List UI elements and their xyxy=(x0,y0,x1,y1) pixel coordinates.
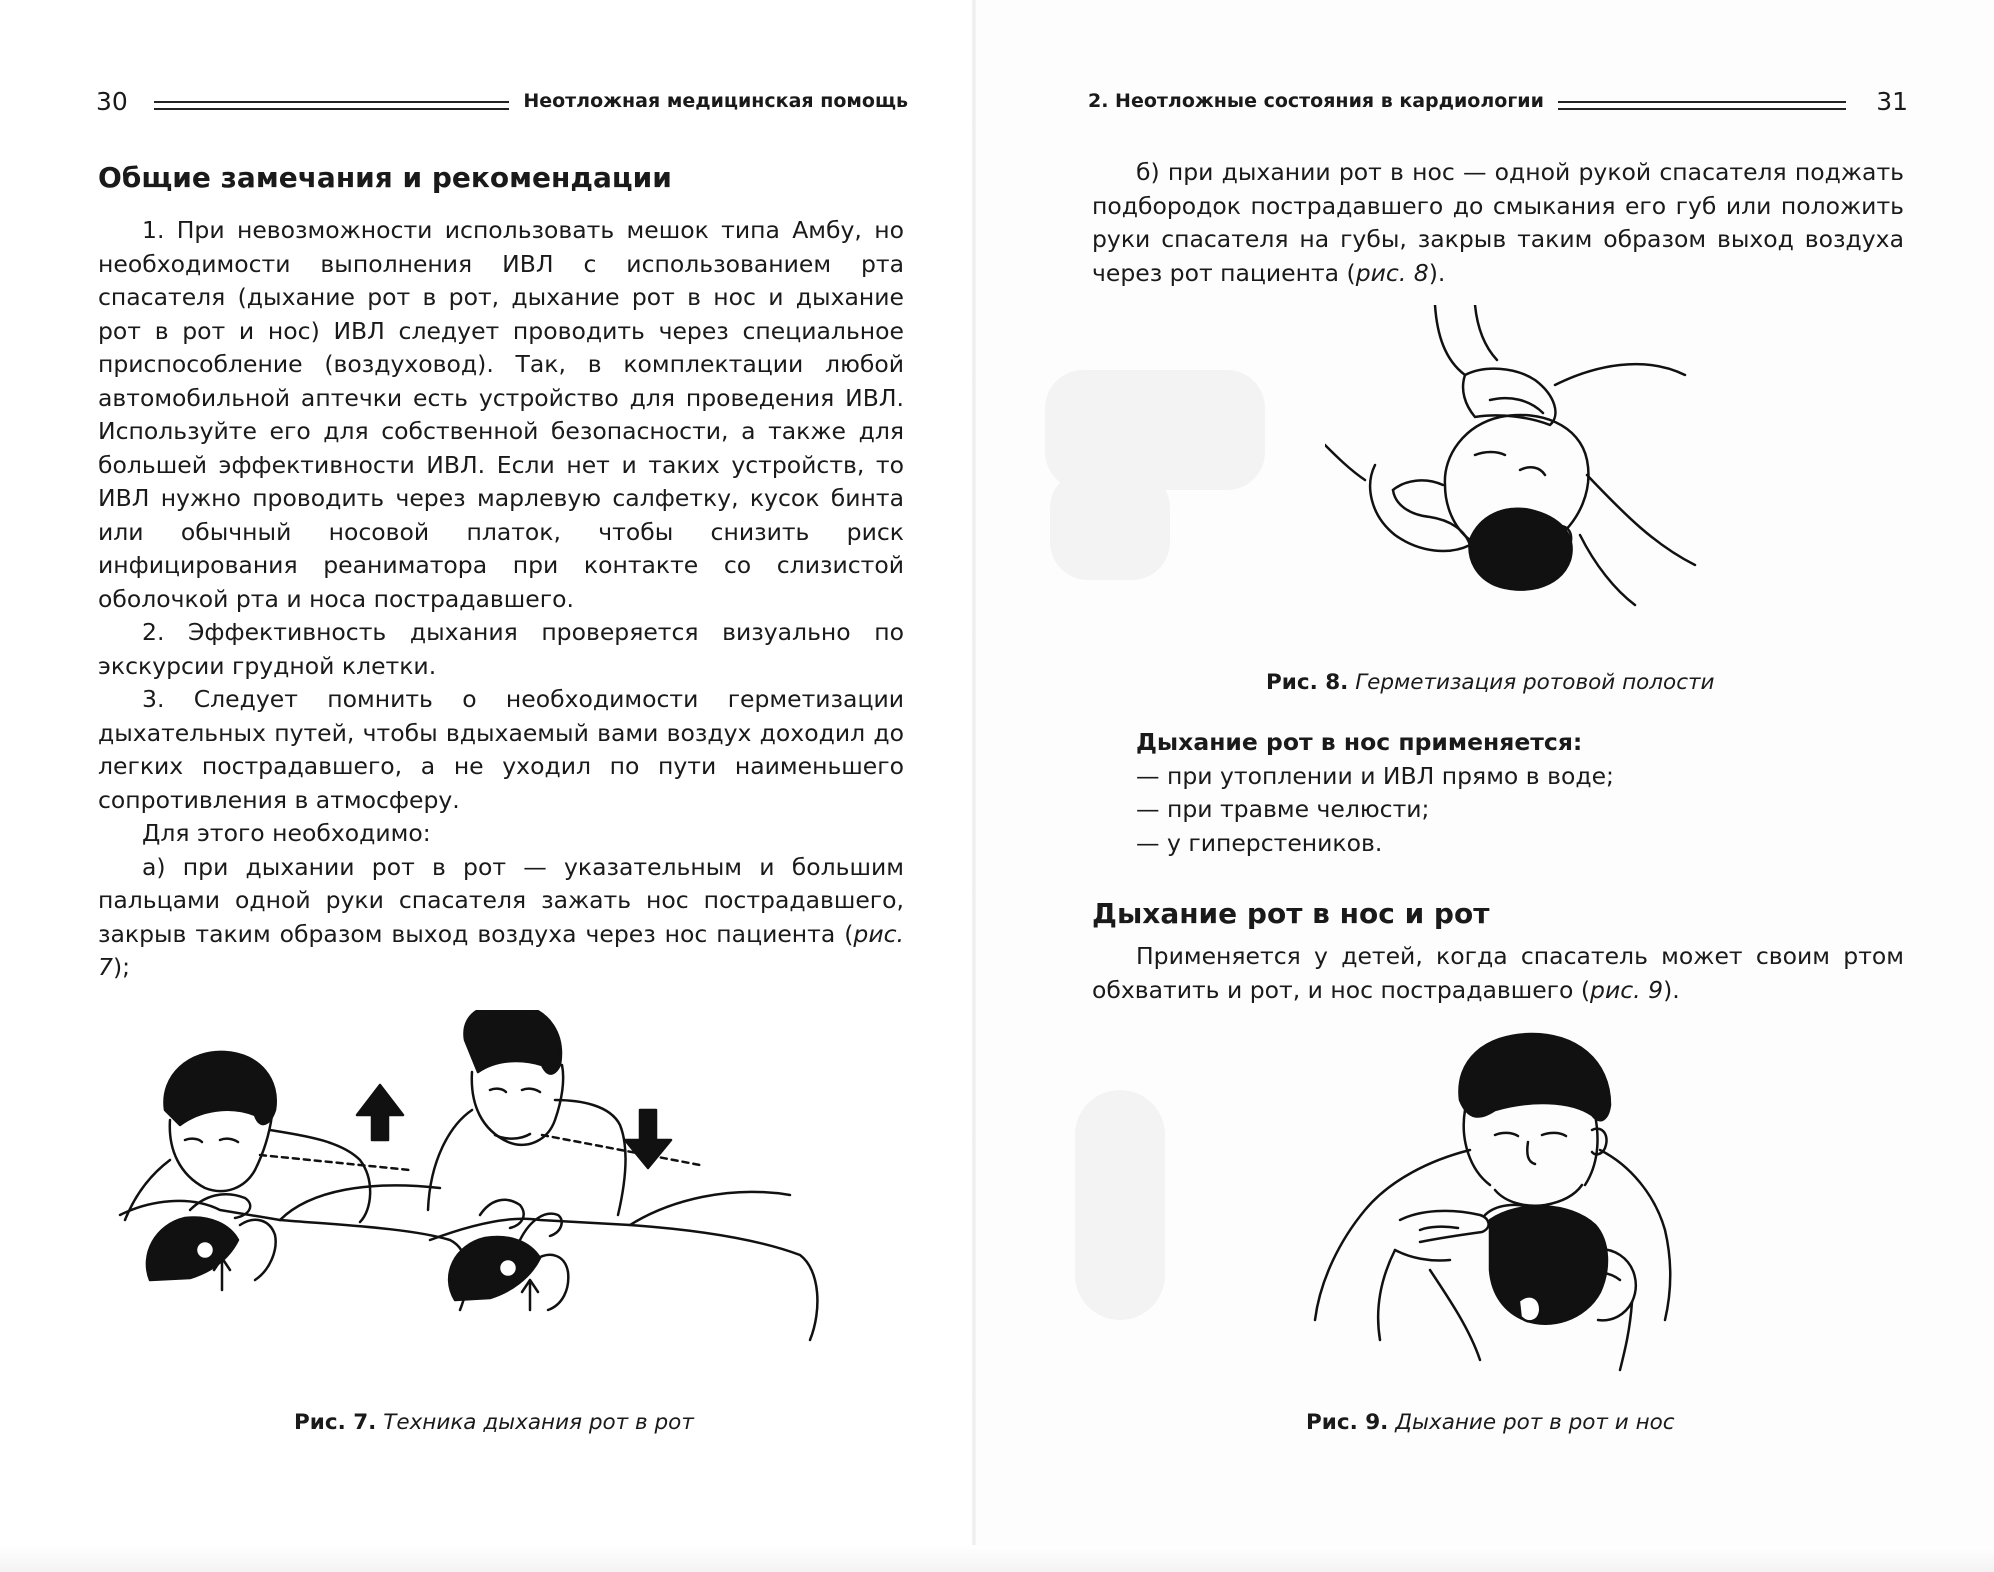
section-title-mouth-to-nose-and-mouth: Дыхание рот в нос и рот xyxy=(1092,897,1490,930)
book-spine xyxy=(972,0,976,1572)
right-running-header xyxy=(1088,86,1908,116)
page-bottom-shadow xyxy=(0,1545,1994,1572)
paragraph-2: 2. Эффективность дыхания проверяется визуально по экскурсии грудной клетки. xyxy=(98,618,904,680)
figure-ref-7: рис. 7 xyxy=(98,919,904,981)
page-number-right: 31 xyxy=(1876,86,1908,116)
figure-7-caption-text: Техника дыхания рот в рот xyxy=(383,1410,694,1435)
paragraph-a-text: а) при дыхании рот в рот — указательным и большим пальцами одной руки спасателя зажать нос пострадавшего, закрыв таким образом выход воздуха через нос пациента ( xyxy=(98,852,904,948)
running-head-right: 2. Неотложные состояния в кардиологии xyxy=(1088,90,1544,112)
figure-7 xyxy=(110,1010,890,1370)
figure-9-caption-number: Рис. 9. xyxy=(1306,1410,1389,1435)
figure-7-caption xyxy=(294,1410,694,1435)
airway-sealing-illustration-icon xyxy=(1325,305,1705,645)
nose-list-item: — при травме челюсти; xyxy=(1136,795,1430,823)
paragraph-a xyxy=(98,851,904,985)
paragraph-b-end: ). xyxy=(1428,258,1446,287)
figure-ref-8: рис. 8 xyxy=(1355,258,1429,287)
paragraph-children-end: ). xyxy=(1663,975,1680,1004)
figure-ref-9: рис. 9 xyxy=(1590,975,1664,1004)
nose-list-item: — у гиперстеников. xyxy=(1136,828,1383,857)
section-title-general-remarks: Общие замечания и рекомендации xyxy=(98,161,672,194)
scan-artifact xyxy=(1075,1090,1165,1320)
nose-list-heading: Дыхание рот в нос применяется: xyxy=(1136,728,1583,756)
left-body-text xyxy=(98,214,904,985)
running-head-left: Неотложная медицинская помощь xyxy=(523,90,908,112)
figure-9-caption-text: Дыхание рот в рот и нос xyxy=(1395,1410,1675,1435)
page-number-left: 30 xyxy=(96,86,128,116)
figure-8 xyxy=(1325,305,1705,645)
right-body-text-top xyxy=(1092,156,1904,290)
header-rule-right xyxy=(1558,101,1846,110)
paragraph-a-end: ); xyxy=(112,953,131,981)
figure-7-caption-number: Рис. 7. xyxy=(294,1410,377,1435)
paragraph-3: 3. Следует помнить о необходимости герметизации дыхательных путей, чтобы вдыхаемый вами воздух доходил до легких пострадавшего, а не уходил по пути наименьшего сопротивления в атмосферу. xyxy=(98,685,904,814)
figure-8-caption xyxy=(1266,670,1715,695)
right-body-text-list xyxy=(1092,726,1904,860)
right-body-text-children xyxy=(1092,940,1904,1007)
paragraph-children-text: Применяется у детей, когда спасатель может своим ртом обхватить и рот, и нос пострадавшего ( xyxy=(1092,942,1904,1004)
paragraph-4: Для этого необходимо: xyxy=(142,819,431,847)
paragraph-1: 1. При невозможности использовать мешок типа Амбу, но необходимости выполнения ИВЛ с использованием рта спасателя (дыхание рот в рот, дыхание рот в нос и дыхание рот в рот и нос) ИВЛ следует проводить через специальное приспособление (воздуховод). Так, в комплектации любой автомобильной аптечки есть устройство для проведения ИВЛ. Используйте его для собственной безопасности, а также для большей эффективности ИВЛ. Если нет и таких устройств, то ИВЛ нужно проводить через марлевую салфетку, кусок бинта или обычный носовой платок, чтобы снизить риск инфицирования реаниматора при контакте со слизистой оболочкой рта и носа пострадавшего. xyxy=(98,216,904,613)
mouth-to-mouth-illustration-icon xyxy=(110,1010,890,1370)
left-running-header xyxy=(96,86,908,116)
paragraph-b xyxy=(1092,156,1904,290)
scan-artifact xyxy=(1050,470,1170,580)
nose-list-item: — при утоплении и ИВЛ прямо в воде; xyxy=(1136,761,1614,790)
paragraph-children xyxy=(1092,940,1904,1007)
paragraph-b-text: б) при дыхании рот в нос — одной рукой спасателя поджать подбородок пострадавшего до смыкания его губ или положить руки спасателя на губы, закрыв таким образом выход воздуха через рот пациента ( xyxy=(1092,158,1904,287)
figure-9 xyxy=(1280,1030,1720,1380)
figure-9-caption xyxy=(1306,1410,1675,1435)
figure-8-caption-number: Рис. 8. xyxy=(1266,670,1349,695)
figure-8-caption-text: Герметизация ротовой полости xyxy=(1355,670,1715,695)
header-rule-left xyxy=(154,101,510,110)
mouth-to-mouth-and-nose-illustration-icon xyxy=(1280,1030,1720,1380)
